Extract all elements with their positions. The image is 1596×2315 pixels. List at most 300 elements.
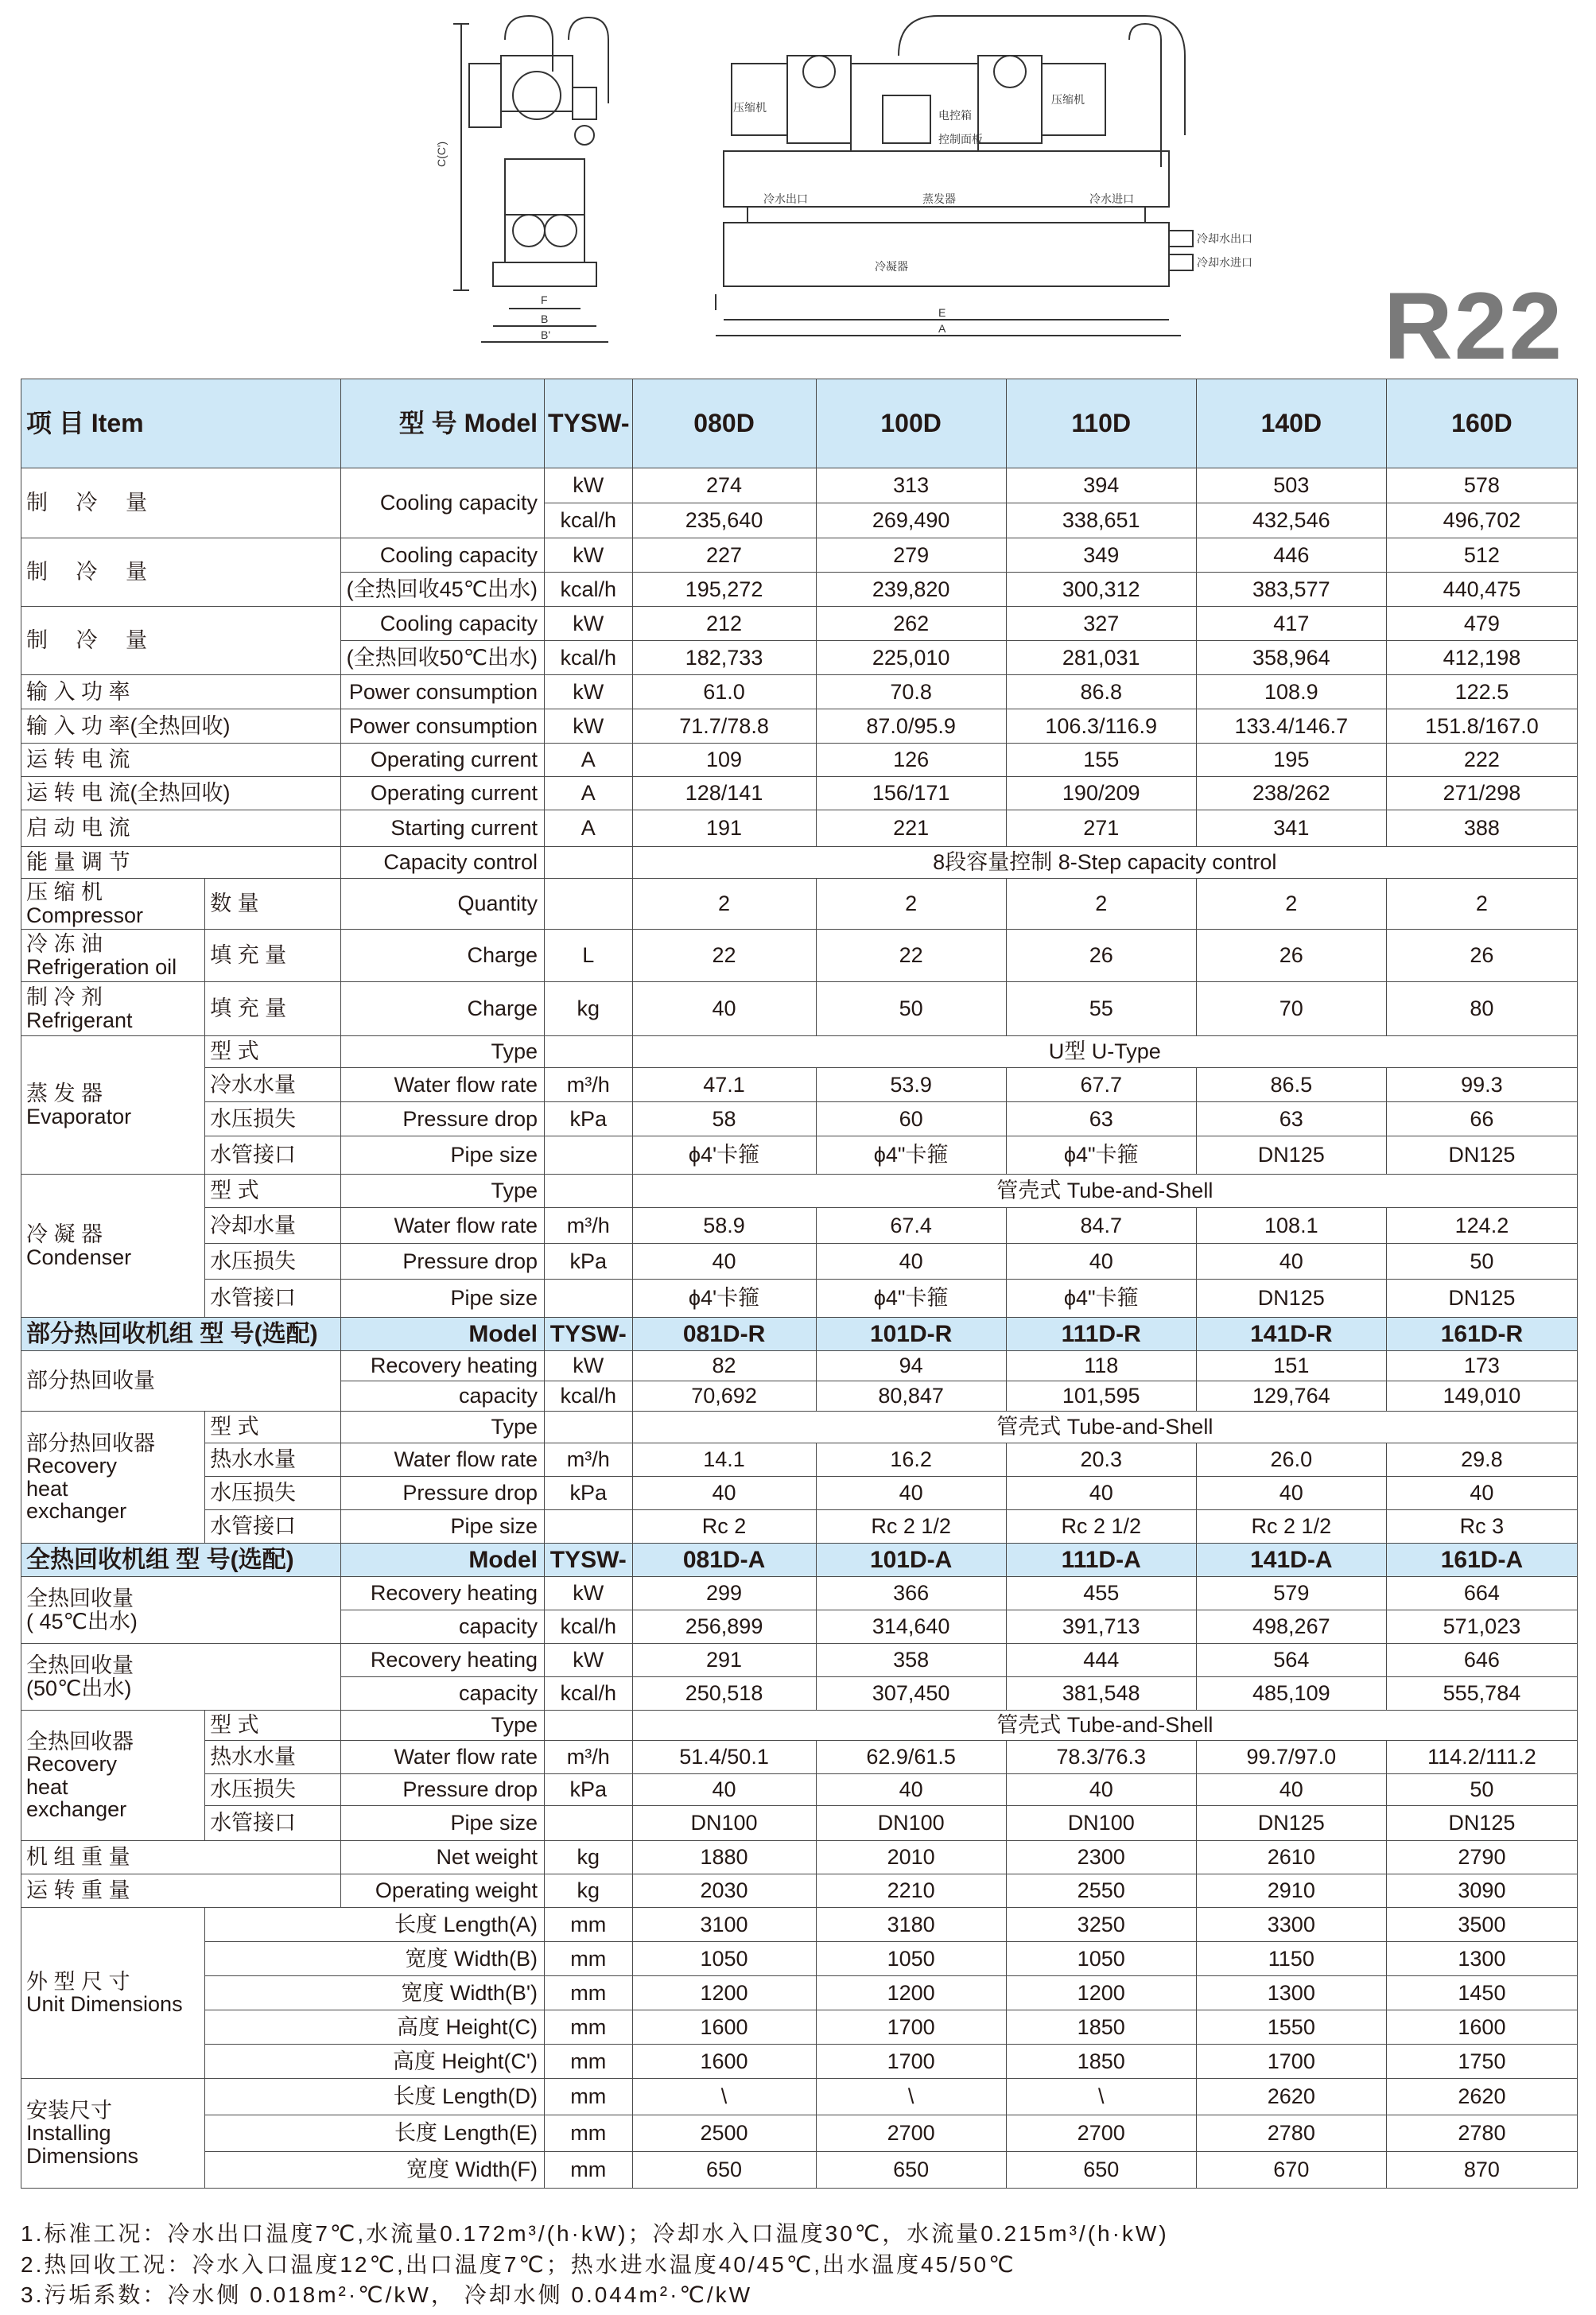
sub-label: 热水水量 [205, 1443, 341, 1477]
value-cell: ϕ4"卡箍 [1006, 1136, 1196, 1175]
unit-cell: kW [545, 1351, 633, 1381]
value-cell: 281,031 [1006, 641, 1196, 675]
value-cell: 108.9 [1196, 675, 1386, 709]
value-cell: Rc 2 [632, 1510, 816, 1544]
value-cell: 151.8/167.0 [1386, 709, 1577, 744]
unit-cell [545, 1175, 633, 1208]
model-cell: 161D-A [1386, 1544, 1577, 1577]
param-label: Pressure drop [340, 1477, 544, 1510]
value-cell: 99.7/97.0 [1196, 1741, 1386, 1774]
value-cell: 221 [816, 810, 1006, 847]
value-cell: 51.4/50.1 [632, 1741, 816, 1774]
value-cell: 571,023 [1386, 1610, 1577, 1644]
unit-cell: kPa [545, 1774, 633, 1806]
value-cell: 579 [1196, 1577, 1386, 1610]
row-label-en: Capacity control [340, 847, 544, 879]
unit-cell: A [545, 744, 633, 777]
unit-cell: m³/h [545, 1068, 633, 1102]
model-cell: 081D-R [632, 1318, 816, 1351]
value-cell: 2780 [1196, 2115, 1386, 2152]
label-bp: B' [541, 328, 551, 341]
label-compressor2: 压缩机 [1051, 93, 1085, 106]
sub-label: 型 式 [205, 1036, 341, 1068]
param-label: 长度 Length(D) [205, 2079, 545, 2115]
value-cell: 3180 [816, 1908, 1006, 1942]
value-cell: \ [816, 2079, 1006, 2115]
value-cell: 40 [816, 1244, 1006, 1280]
param-label: 宽度 Width(B') [205, 1976, 545, 2010]
value-cell: 84.7 [1006, 1208, 1196, 1244]
value-cell: 2 [1386, 879, 1577, 930]
value-cell: DN125 [1386, 1136, 1577, 1175]
value-cell: 1200 [632, 1976, 816, 2010]
value-cell: 66 [1386, 1102, 1577, 1136]
merged-value-cell: U型 U-Type [632, 1036, 1577, 1068]
value-cell: 40 [1196, 1477, 1386, 1510]
param-label: Water flow rate [340, 1741, 544, 1774]
value-cell: DN100 [632, 1806, 816, 1841]
value-cell: 1700 [1196, 2045, 1386, 2079]
value-cell: 86.8 [1006, 675, 1196, 709]
value-cell: 1200 [1006, 1976, 1196, 2010]
value-cell: 191 [632, 810, 816, 847]
sub-label: 填 充 量 [205, 930, 341, 982]
value-cell: 269,490 [816, 503, 1006, 538]
header-model: 型 号 Model [340, 379, 544, 468]
param-label: Charge [340, 930, 544, 982]
merged-value-cell: 管壳式 Tube-and-Shell [632, 1175, 1577, 1208]
unit-cell: kW [545, 1577, 633, 1610]
value-cell: 3300 [1196, 1908, 1386, 1942]
value-cell: 338,651 [1006, 503, 1196, 538]
value-cell: 512 [1386, 538, 1577, 573]
value-cell: 417 [1196, 607, 1386, 641]
value-cell: 40 [1196, 1774, 1386, 1806]
unit-cell: kW [545, 709, 633, 744]
value-cell: 26 [1196, 930, 1386, 982]
value-cell: 299 [632, 1577, 816, 1610]
value-cell: 271/298 [1386, 777, 1577, 810]
value-cell: 479 [1386, 607, 1577, 641]
row-label-cn: 输 入 功 率(全热回收) [21, 709, 341, 744]
label-control-box: 电控箱 [938, 109, 972, 122]
value-cell: 262 [816, 607, 1006, 641]
value-cell: 114.2/111.2 [1386, 1741, 1577, 1774]
value-cell: 327 [1006, 607, 1196, 641]
label-f: F [541, 293, 548, 306]
value-cell: 99.3 [1386, 1068, 1577, 1102]
table-row [21, 1806, 1578, 1841]
value-cell: 2910 [1196, 1874, 1386, 1908]
value-cell: 314,640 [816, 1610, 1006, 1644]
value-cell: 381,548 [1006, 1677, 1196, 1711]
value-cell: 2620 [1386, 2079, 1577, 2115]
merged-value-cell: 管壳式 Tube-and-Shell [632, 1711, 1577, 1741]
label-cn: 全热回收量 [26, 1653, 134, 1678]
table-row [21, 1741, 1578, 1774]
value-cell: DN125 [1386, 1280, 1577, 1318]
value-cell: 341 [1196, 810, 1386, 847]
row-label-cn: 运 转 电 流(全热回收) [21, 777, 341, 810]
value-cell: ϕ4"卡箍 [816, 1280, 1006, 1318]
value-cell: ϕ4'卡箍 [632, 1136, 816, 1175]
unit-cell: kg [545, 1874, 633, 1908]
value-cell: 55 [1006, 982, 1196, 1036]
table-row [21, 1068, 1578, 1102]
value-cell: 53.9 [816, 1068, 1006, 1102]
unit-cell [545, 1711, 633, 1741]
value-cell: 394 [1006, 468, 1196, 503]
table-row [21, 468, 1578, 503]
series-label: TYSW- [545, 1544, 633, 1577]
value-cell: 291 [632, 1644, 816, 1677]
param-label: Pipe size [340, 1136, 544, 1175]
param-label: Water flow rate [340, 1208, 544, 1244]
value-cell: 2790 [1386, 1841, 1577, 1874]
value-cell: DN125 [1196, 1806, 1386, 1841]
value-cell: 40 [632, 1774, 816, 1806]
value-cell: 129,764 [1196, 1381, 1386, 1412]
row-label-en-sub: (全热回收45℃出水) [340, 573, 544, 607]
param-label: 高度 Height(C) [205, 2010, 545, 2045]
value-cell: 1600 [632, 2045, 816, 2079]
label-cn-sub: (50℃出水) [26, 1676, 132, 1700]
value-cell: 40 [632, 1244, 816, 1280]
unit-cell: kPa [545, 1102, 633, 1136]
table-row [21, 1577, 1578, 1610]
value-cell: \ [632, 2079, 816, 2115]
row-label-cn: 制 冷 量 [21, 468, 341, 538]
unit-cell: mm [545, 1942, 633, 1976]
value-cell: 50 [1386, 1774, 1577, 1806]
value-cell: Rc 2 1/2 [1006, 1510, 1196, 1544]
value-cell: 1600 [632, 2010, 816, 2045]
value-cell: 555,784 [1386, 1677, 1577, 1711]
value-cell: 256,899 [632, 1610, 816, 1644]
param-label: Pipe size [340, 1510, 544, 1544]
label-chilled-out: 冷水出口 [763, 192, 808, 205]
sub-label: 水压损失 [205, 1477, 341, 1510]
value-cell: 80 [1386, 982, 1577, 1036]
value-cell: Rc 2 1/2 [816, 1510, 1006, 1544]
value-cell: 3090 [1386, 1874, 1577, 1908]
table-row [21, 1208, 1578, 1244]
section-header-row [21, 1318, 1578, 1351]
value-cell: 101,595 [1006, 1381, 1196, 1412]
table-row [21, 2079, 1578, 2115]
row-label-cn [21, 982, 205, 1036]
group-label [21, 2079, 205, 2189]
model-cell: 141D-A [1196, 1544, 1386, 1577]
row-label-en: Operating current [340, 777, 544, 810]
value-cell: 358 [816, 1644, 1006, 1677]
value-cell: 47.1 [632, 1068, 816, 1102]
footnote: 3.污垢系数：冷水侧 0.018m²·℃/kW， 冷却水侧 0.044m²·℃/kW [21, 2282, 753, 2308]
table-row [21, 709, 1578, 744]
value-cell: 151 [1196, 1351, 1386, 1381]
label-cn-sub: ( 45℃出水) [26, 1609, 138, 1633]
value-cell: 155 [1006, 744, 1196, 777]
value-cell: 1880 [632, 1841, 816, 1874]
value-cell: 80,847 [816, 1381, 1006, 1412]
value-cell: 664 [1386, 1577, 1577, 1610]
row-label-en: Cooling capacity [340, 607, 544, 641]
value-cell: 16.2 [816, 1443, 1006, 1477]
value-cell: 670 [1196, 2152, 1386, 2189]
value-cell: 61.0 [632, 675, 816, 709]
sub-label: 水管接口 [205, 1136, 341, 1175]
value-cell: 67.4 [816, 1208, 1006, 1244]
table-row [21, 810, 1578, 847]
label-evaporator: 蒸发器 [922, 192, 956, 205]
value-cell: 440,475 [1386, 573, 1577, 607]
value-cell: 58 [632, 1102, 816, 1136]
param-label: Model [340, 1544, 544, 1577]
value-cell: 126 [816, 744, 1006, 777]
value-cell: 446 [1196, 538, 1386, 573]
row-label-cn: 部分热回收量 [21, 1351, 341, 1412]
row-label-cn [21, 1577, 341, 1644]
value-cell: 26 [1386, 930, 1577, 982]
param-label: Type [340, 1412, 544, 1443]
header-series: TYSW- [545, 379, 633, 468]
table-row [21, 1477, 1578, 1510]
unit-cell: kcal/h [545, 503, 633, 538]
value-cell: 182,733 [632, 641, 816, 675]
value-cell: 307,450 [816, 1677, 1006, 1711]
value-cell: 250,518 [632, 1677, 816, 1711]
value-cell: 650 [816, 2152, 1006, 2189]
unit-cell [545, 847, 633, 879]
table-row [21, 1908, 1578, 1942]
value-cell: 1600 [1386, 2010, 1577, 2045]
value-cell: 2500 [632, 2115, 816, 2152]
value-cell: 40 [1006, 1774, 1196, 1806]
value-cell: 87.0/95.9 [816, 709, 1006, 744]
value-cell: 444 [1006, 1644, 1196, 1677]
label-en: Recovery [26, 1454, 118, 1478]
series-label: TYSW- [545, 1318, 633, 1351]
unit-cell: m³/h [545, 1741, 633, 1774]
row-label-en: Recovery heating [340, 1577, 544, 1610]
label-cn: 制 冷 剂 [26, 985, 103, 1010]
unit-cell: mm [545, 2010, 633, 2045]
value-cell: 498,267 [1196, 1610, 1386, 1644]
unit-cell: A [545, 777, 633, 810]
table-row [21, 1976, 1578, 2010]
row-label-cn [21, 879, 205, 930]
table-row [21, 1644, 1578, 1677]
value-cell: 870 [1386, 2152, 1577, 2189]
value-cell: 60 [816, 1102, 1006, 1136]
value-cell: 1050 [816, 1942, 1006, 1976]
param-label: Type [340, 1711, 544, 1741]
table-row [21, 1280, 1578, 1318]
label-compressor: 压缩机 [733, 101, 767, 114]
value-cell: 106.3/116.9 [1006, 709, 1196, 744]
param-label: 宽度 Width(F) [205, 2152, 545, 2189]
row-label-en-sub: capacity [340, 1677, 544, 1711]
value-cell: DN125 [1196, 1136, 1386, 1175]
value-cell: 212 [632, 607, 816, 641]
row-label-en-sub: capacity [340, 1381, 544, 1412]
param-label: Water flow rate [340, 1068, 544, 1102]
table-row [21, 777, 1578, 810]
value-cell: 1850 [1006, 2010, 1196, 2045]
header-model-140d: 140D [1196, 379, 1386, 468]
value-cell: 195 [1196, 744, 1386, 777]
value-cell: 2 [816, 879, 1006, 930]
value-cell: DN125 [1386, 1806, 1577, 1841]
value-cell: 67.7 [1006, 1068, 1196, 1102]
value-cell: 2620 [1196, 2079, 1386, 2115]
unit-cell: L [545, 930, 633, 982]
value-cell: 1300 [1196, 1976, 1386, 2010]
table-row [21, 879, 1578, 930]
table-row [21, 1412, 1578, 1443]
table-row [21, 1443, 1578, 1477]
row-label-en-sub: capacity [340, 1610, 544, 1644]
param-label: Pressure drop [340, 1244, 544, 1280]
row-label-en: Recovery heating [340, 1644, 544, 1677]
footnotes [21, 2219, 1169, 2311]
row-label-cn: 运 转 电 流 [21, 744, 341, 777]
label-en: Condenser [26, 1245, 132, 1269]
value-cell: 71.7/78.8 [632, 709, 816, 744]
value-cell: 1700 [816, 2010, 1006, 2045]
unit-cell: A [545, 810, 633, 847]
unit-cell: kW [545, 1644, 633, 1677]
label-en: Recovery [26, 1752, 118, 1777]
param-label: Pressure drop [340, 1774, 544, 1806]
label-en: Evaporator [26, 1104, 132, 1128]
value-cell: 646 [1386, 1644, 1577, 1677]
value-cell: 26.0 [1196, 1443, 1386, 1477]
unit-cell: m³/h [545, 1208, 633, 1244]
label-condenser: 冷凝器 [875, 260, 908, 273]
value-cell: 1750 [1386, 2045, 1577, 2079]
row-label-cn: 制 冷 量 [21, 607, 341, 675]
value-cell: 58.9 [632, 1208, 816, 1244]
label-cn: 全热回收器 [26, 1729, 134, 1754]
label-c: C(C') [435, 141, 448, 167]
value-cell: 279 [816, 538, 1006, 573]
value-cell: 70.8 [816, 675, 1006, 709]
value-cell: 1300 [1386, 1942, 1577, 1976]
row-label-cn: 输 入 功 率 [21, 675, 341, 709]
value-cell: 455 [1006, 1577, 1196, 1610]
value-cell: 235,640 [632, 503, 816, 538]
value-cell: 1150 [1196, 1942, 1386, 1976]
table-row [21, 1036, 1578, 1068]
value-cell: 40 [816, 1477, 1006, 1510]
section-title: 部分热回收机组 型 号(选配) [21, 1318, 341, 1351]
value-cell: 1200 [816, 1976, 1006, 2010]
label-cn: 压 缩 机 [26, 880, 103, 905]
value-cell: 1850 [1006, 2045, 1196, 2079]
value-cell: 133.4/146.7 [1196, 709, 1386, 744]
value-cell: 1450 [1386, 1976, 1577, 2010]
value-cell: 366 [816, 1577, 1006, 1610]
model-cell: 111D-A [1006, 1544, 1196, 1577]
value-cell: 2030 [632, 1874, 816, 1908]
unit-cell: kW [545, 607, 633, 641]
value-cell: Rc 3 [1386, 1510, 1577, 1544]
unit-cell: mm [545, 2079, 633, 2115]
value-cell: 1550 [1196, 2010, 1386, 2045]
value-cell: 40 [1006, 1477, 1196, 1510]
label-a: A [938, 322, 946, 335]
value-cell: 2 [1196, 879, 1386, 930]
label-cn: 部分热回收器 [26, 1431, 155, 1455]
section-title: 全热回收机组 型 号(选配) [21, 1544, 341, 1577]
row-label-cn: 机 组 重 量 [21, 1841, 341, 1874]
row-label-en: Power consumption [340, 675, 544, 709]
table-row [21, 1175, 1578, 1208]
section-header-row [21, 1544, 1578, 1577]
value-cell: 313 [816, 468, 1006, 503]
value-cell: 124.2 [1386, 1208, 1577, 1244]
group-label [21, 1175, 205, 1318]
value-cell: 40 [1196, 1244, 1386, 1280]
sub-label: 热水水量 [205, 1741, 341, 1774]
value-cell: 1050 [632, 1942, 816, 1976]
value-cell: 22 [816, 930, 1006, 982]
value-cell: 62.9/61.5 [816, 1741, 1006, 1774]
value-cell: 239,820 [816, 573, 1006, 607]
sub-label: 型 式 [205, 1412, 341, 1443]
header-item: 项 目 Item [21, 379, 341, 468]
value-cell: 2 [1006, 879, 1196, 930]
refrigerant-badge: R22 [1384, 273, 1564, 379]
unit-cell: kW [545, 468, 633, 503]
label-en: heat [26, 1774, 68, 1799]
param-label: Model [340, 1318, 544, 1351]
param-label: 宽度 Width(B) [205, 1942, 545, 1976]
model-cell: 101D-R [816, 1318, 1006, 1351]
value-cell: 173 [1386, 1351, 1577, 1381]
param-label: 长度 Length(A) [205, 1908, 545, 1942]
row-label-en: Cooling capacity [340, 538, 544, 573]
value-cell: 156/171 [816, 777, 1006, 810]
value-cell: 388 [1386, 810, 1577, 847]
value-cell: 26 [1006, 930, 1196, 982]
value-cell: 3500 [1386, 1908, 1577, 1942]
value-cell: ϕ4"卡箍 [816, 1136, 1006, 1175]
value-cell: 485,109 [1196, 1677, 1386, 1711]
group-label [21, 1036, 205, 1175]
value-cell: 3250 [1006, 1908, 1196, 1942]
model-cell: 141D-R [1196, 1318, 1386, 1351]
param-label: Pressure drop [340, 1102, 544, 1136]
table-row [21, 847, 1578, 879]
sub-label: 型 式 [205, 1175, 341, 1208]
label-cn: 冷 冻 油 [26, 932, 103, 957]
footnote: 1.标准工况：冷水出口温度7℃,水流量0.172m³/(h·kW)；冷却水入口温度30℃，水流量0.215m³/(h·kW) [21, 2221, 1169, 2246]
value-cell: 149,010 [1386, 1381, 1577, 1412]
value-cell: 94 [816, 1351, 1006, 1381]
label-en: Installing Dimensions [26, 2121, 139, 2168]
value-cell: 40 [1386, 1477, 1577, 1510]
row-label-en: Starting current [340, 810, 544, 847]
model-cell: 101D-A [816, 1544, 1006, 1577]
param-label: Type [340, 1175, 544, 1208]
group-label [21, 1711, 205, 1841]
unit-cell: mm [545, 2045, 633, 2079]
unit-cell: mm [545, 1976, 633, 2010]
table-row [21, 1774, 1578, 1806]
value-cell: 412,198 [1386, 641, 1577, 675]
